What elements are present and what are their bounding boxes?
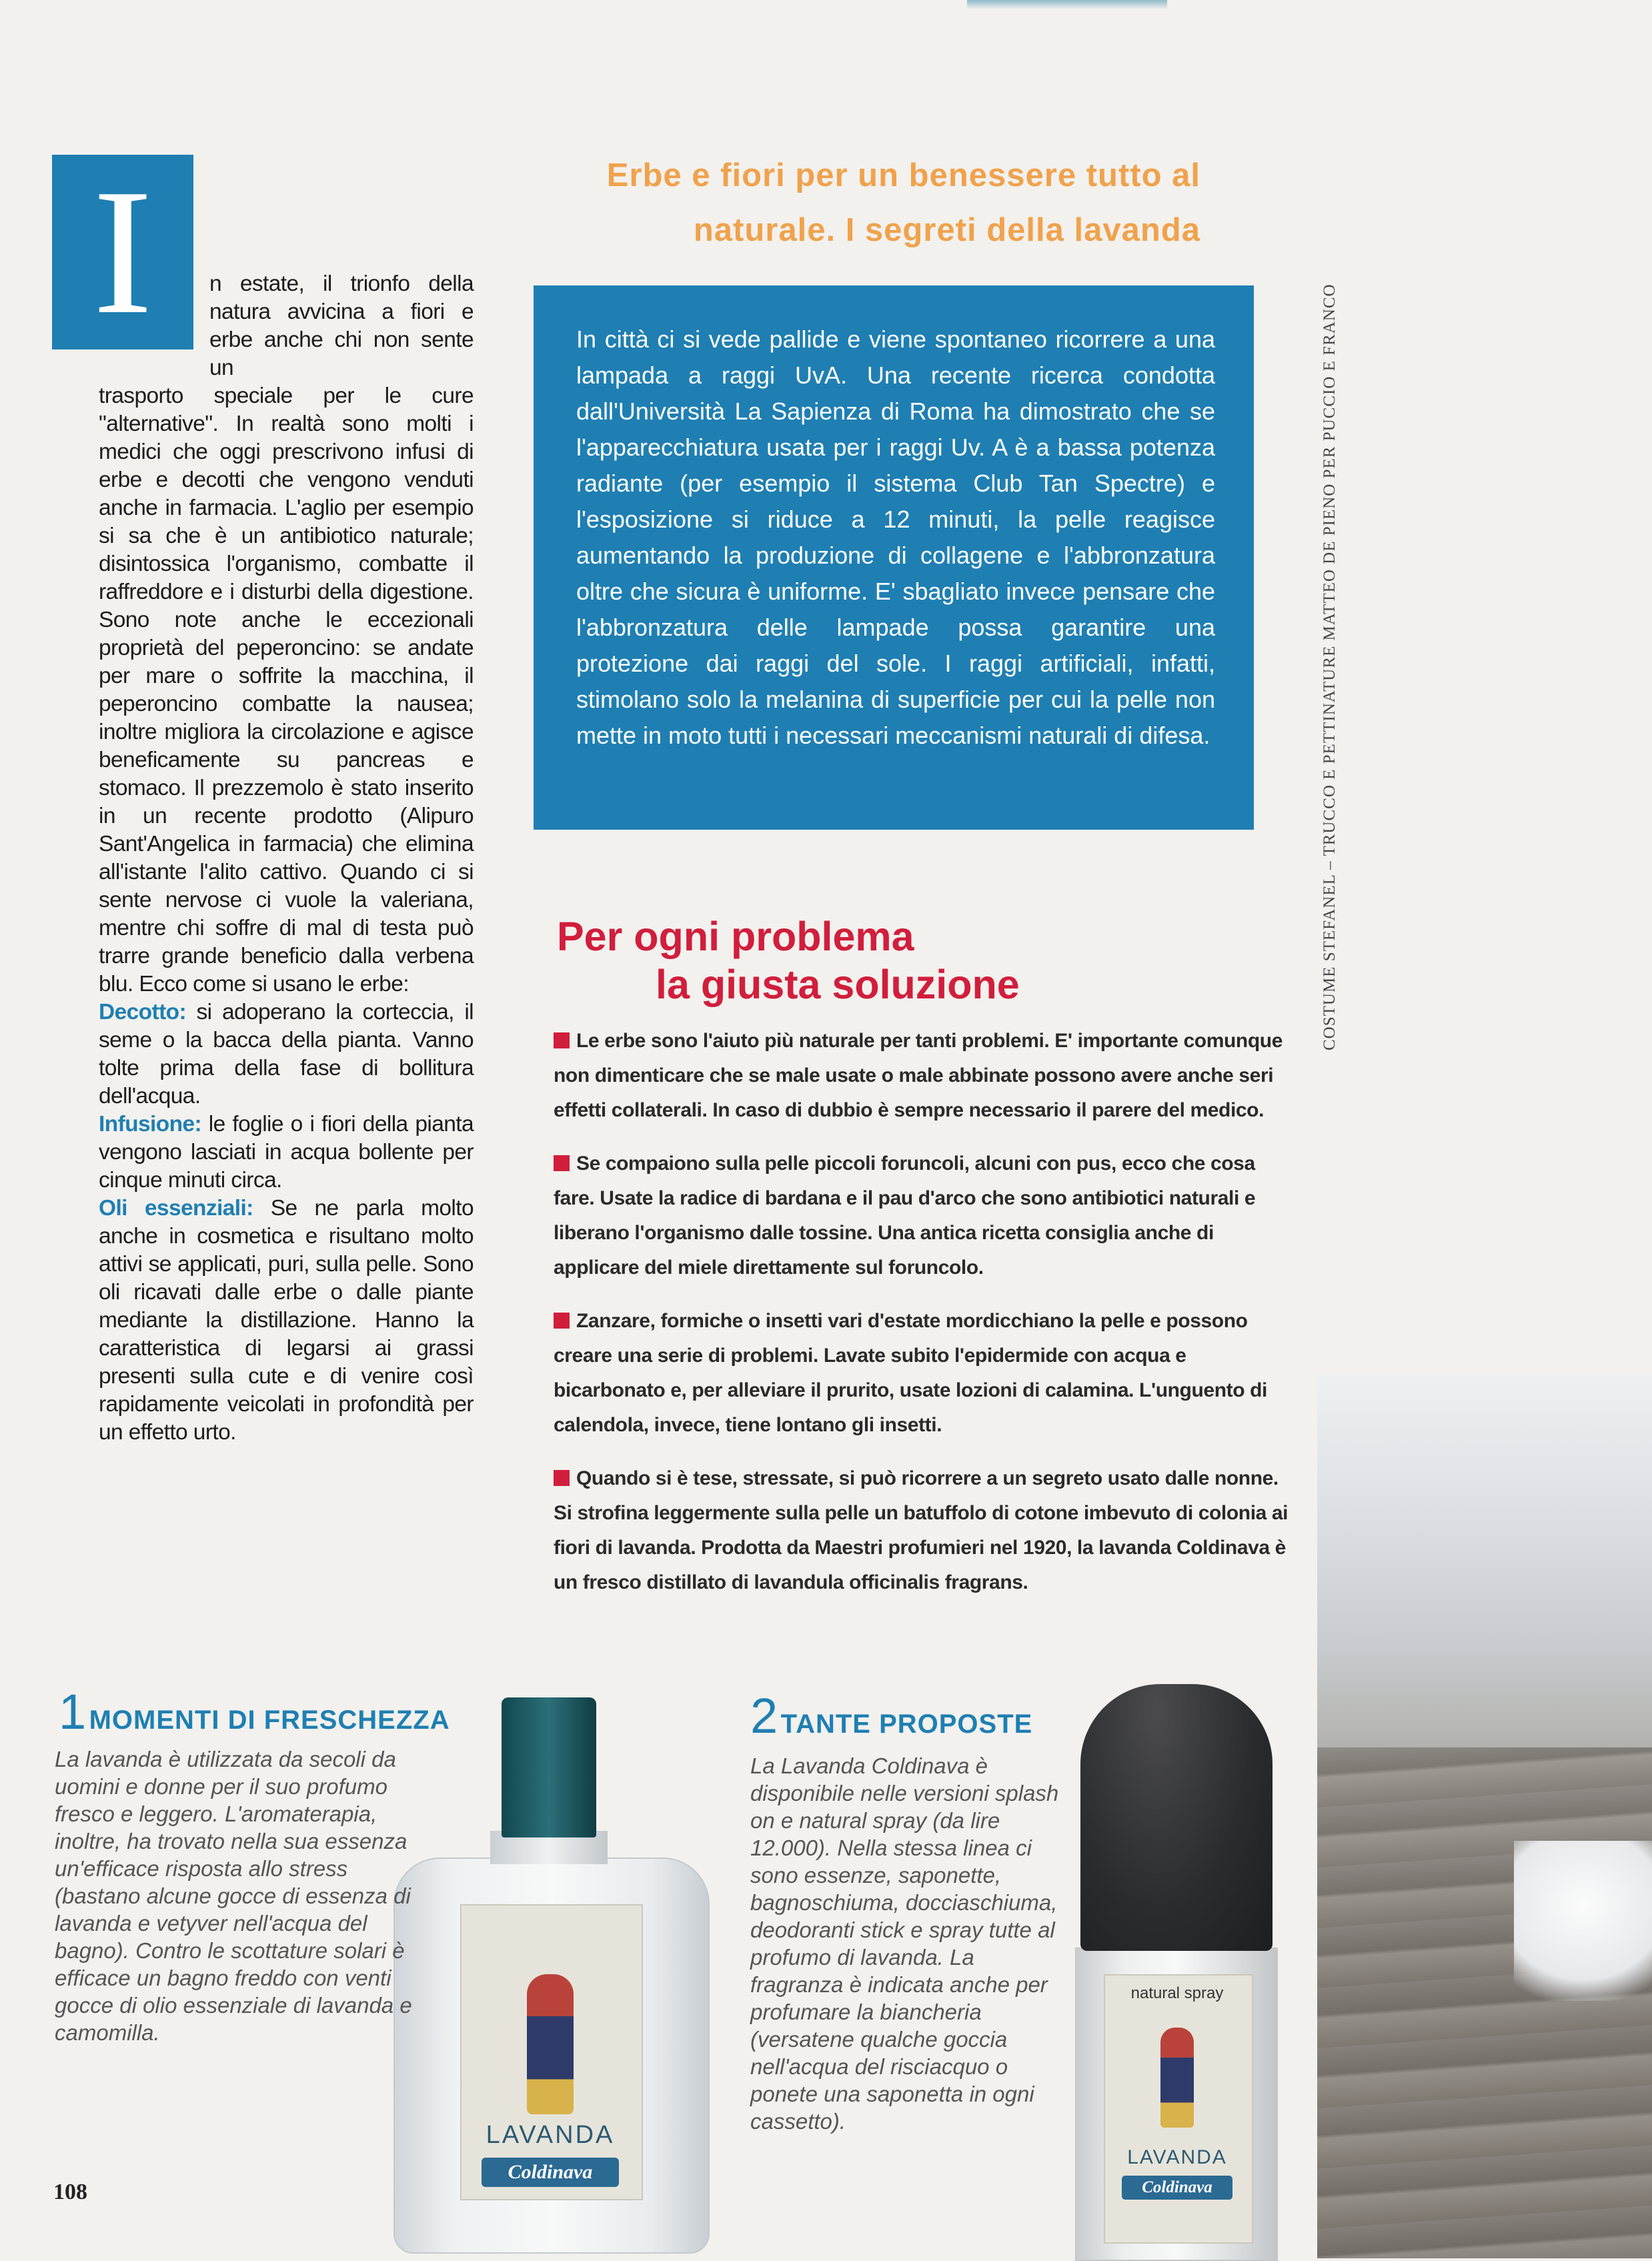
infusione-paragraph: [99, 1110, 474, 1195]
caption-2-number: 2: [750, 1688, 778, 1743]
oli-term: Oli essenziali:: [99, 1196, 253, 1221]
article-body: trasporto speciale per le cure "alternative". In realtà sono molti i medici che oggi prescrivono infusi di erbe e decotti che vengono venduti anche in farmacia. L'aglio per esempio si sa che è un antibiotico naturale; disintossica l'organismo, combatte il raffreddore e i disturbi della digestione. Sono note anche le eccezionali proprietà del peperoncino: se andate per mare o soffrite la macchina, il peperoncino combatte la nausea; inoltre migliora la circolazione e agisce beneficamente su pancreas e stomaco. Il prezzemolo è stato inserito in un recente prodotto (Alipuro Sant'Angelica in farmacia) che elimina all'istante l'alito cattivo. Quando ci si sente nervose ci vuole la valeriana, mentre chi soffre di mal di testa può trarre grande beneficio dalla verbena blu. Ecco come si usano le erbe:: [99, 384, 474, 996]
peasant-figure-illustration: [1160, 2028, 1194, 2128]
decotto-text: si adoperano la corteccia, il seme o la bacca della pianta. Vanno tolte prima della fase di bollitura dell'acqua.: [99, 1000, 474, 1108]
red-square-icon: [554, 1313, 570, 1329]
caption-2-text: La Lavanda Coldinava è disponibile nelle versioni splash on e natural spray (da lire 12.000). Nella stessa linea ci sono essenze, saponette, bagnoschiuma, docciaschiuma, deodoranti stick e spray tutte al profumo di lavanda. La fragranza è indicata anche per profumare la biancheria (versatene qualche goccia nell'acqua del risciacquo o ponete una saponetta in ogni cassetto).: [750, 1753, 1059, 2134]
red-square-icon: [554, 1470, 570, 1486]
article-column: [99, 270, 474, 1447]
infusione-text: le foglie o i fiori della pianta vengono lasciati in acqua bollente per cinque minuti circa.: [99, 1112, 474, 1193]
decotto-term: Decotto:: [99, 1000, 187, 1024]
page-number: 108: [53, 2180, 87, 2204]
caption-2-heading: [750, 1687, 1032, 1744]
tip-text: Se compaiono sulla pelle piccoli foruncoli, alcuni con pus, ecco che cosa fare. Usate la radice di bardana e il pau d'arco che sono antibiotici naturali e liberano l'organismo dalle tossine. Una antica ricetta consiglia anche di applicare del miele direttamente sul foruncolo.: [554, 1153, 1256, 1279]
tip-item: [554, 1304, 1294, 1443]
caption-1-title: MOMENTI DI FRESCHEZZA: [89, 1705, 450, 1735]
headline-line-2: naturale. I segreti della lavanda: [693, 212, 1200, 248]
caption-2-title: TANTE PROPOSTE: [780, 1709, 1033, 1739]
section-heading-line-1: Per ogni problema: [557, 914, 914, 959]
oli-text: Se ne parla molto anche in cosmetica e risultano molto attivi se applicati, puri, sulla pelle. Sono oli ricavati dalle erbe o dalle piante mediante la distillazione. Hanno la caratteristica di legarsi ai grassi presenti sulla cute e di venire così rapidamente veicolati in profondità per un effetto urto.: [99, 1196, 474, 1445]
tip-item: [554, 1147, 1294, 1285]
tip-text: Quando si è tese, stressate, si può ricorrere a un segreto usato dalle nonne. Si strofina leggermente sulla pelle un batuffolo di cotone imbevuto di colonia ai fiori di lavanda. Prodotta da Maestri profumieri nel 1920, la lavanda Coldinava è un fresco distillato di lavandula officinalis fragrans.: [554, 1467, 1289, 1593]
tip-text: Zanzare, formiche o insetti vari d'estate mordicchiano la pelle e possono creare una serie di problemi. Lavate subito l'epidermide con acqua e bicarbonato e, per alleviare il prurito, usate lozioni di calamina. L'unguento di calendola, invece, tiene lontano gli insetti.: [554, 1310, 1267, 1436]
headline-line-1: Erbe e fiori per un benessere tutto al: [606, 157, 1200, 193]
page-top-edge: [967, 0, 1167, 9]
tip-item: [554, 1461, 1294, 1600]
peasant-figure-illustration: [527, 1974, 574, 2114]
drop-cap-letter: I: [93, 152, 153, 351]
spray-cap: [1080, 1684, 1273, 1951]
section-heading: [557, 912, 1020, 1008]
red-square-icon: [554, 1032, 570, 1048]
tips-list: [554, 1024, 1294, 1619]
decotto-paragraph: [99, 998, 474, 1110]
oli-paragraph: [99, 1195, 474, 1447]
sidebar-box-text: In città ci si vede pallide e viene spontaneo ricorrere a una lampada a raggi UvA. Una recente ricerca condotta dall'Università La Sapienza di Roma ha dimostrato che se l'apparecchiatura usata per i raggi Uv. A è a bassa potenza radiante (per esempio il sistema Club Tan Spectre) e l'esposizione si riduce a 12 minuti, la pelle reagisce aumentando la produzione di collagene e l'abbronzatura oltre che sicura è uniforme. E' sbagliato invece pensare che l'abbronzatura delle lampade possa garantire una protezione dai raggi del sole. I raggi artificiali, infatti, stimolano solo la melanina di superficie per cui la pelle non mette in moto tutti i necessari meccanismi naturali di difesa.: [576, 325, 1215, 749]
spray-brand: Coldinava: [1122, 2176, 1232, 2200]
bottle-brand: Coldinava: [482, 2158, 619, 2187]
wooden-deck-photo: [1317, 1747, 1652, 2258]
red-square-icon: [554, 1155, 570, 1171]
headline: [420, 148, 1200, 257]
sidebar-box: [534, 285, 1254, 830]
caption-1-number: 1: [59, 1684, 87, 1739]
spray-label-word: LAVANDA: [1127, 2146, 1227, 2168]
caption-1-heading: [59, 1683, 450, 1740]
tip-item: [554, 1024, 1294, 1128]
towel-photo: [1514, 1841, 1652, 2001]
article-first-lines: n estate, il trionfo della natura avvicina a fiori e erbe anche chi non sente un: [209, 271, 474, 380]
caption-1-text: La lavanda è utilizzata da secoli da uomini e donne per il suo profumo fresco e leggero. L'aromaterapia, inoltre, ha trovato nella sua essenza un'efficace risposta allo stress (bastano alcune gocce di essenza di lavanda e vetyver nell'acqua del bagno). Contro le scottature solari è efficace un bagno freddo con venti gocce di olio essenziale di lavanda e camomilla.: [55, 1747, 412, 2045]
tip-text: Le erbe sono l'aiuto più naturale per tanti problemi. E' importante comunque non dimenticare che se male usate o male abbinate possono avere anche seri effetti collaterali. In caso di dubbio è sempre necessario il parere del medico.: [554, 1030, 1283, 1121]
infusione-term: Infusione:: [99, 1112, 202, 1137]
bottle-cap: [502, 1697, 596, 1837]
bottle-label-word: LAVANDA: [486, 2121, 615, 2149]
photo-credit: COSTUME STEFANEL – TRUCCO E PETTINATURE MATTEO DE PIENO PER PUCCIO E FRANCO: [1321, 283, 1339, 1050]
spray-label-top: natural spray: [1130, 1984, 1224, 2002]
section-heading-line-2: la giusta soluzione: [656, 962, 1020, 1007]
